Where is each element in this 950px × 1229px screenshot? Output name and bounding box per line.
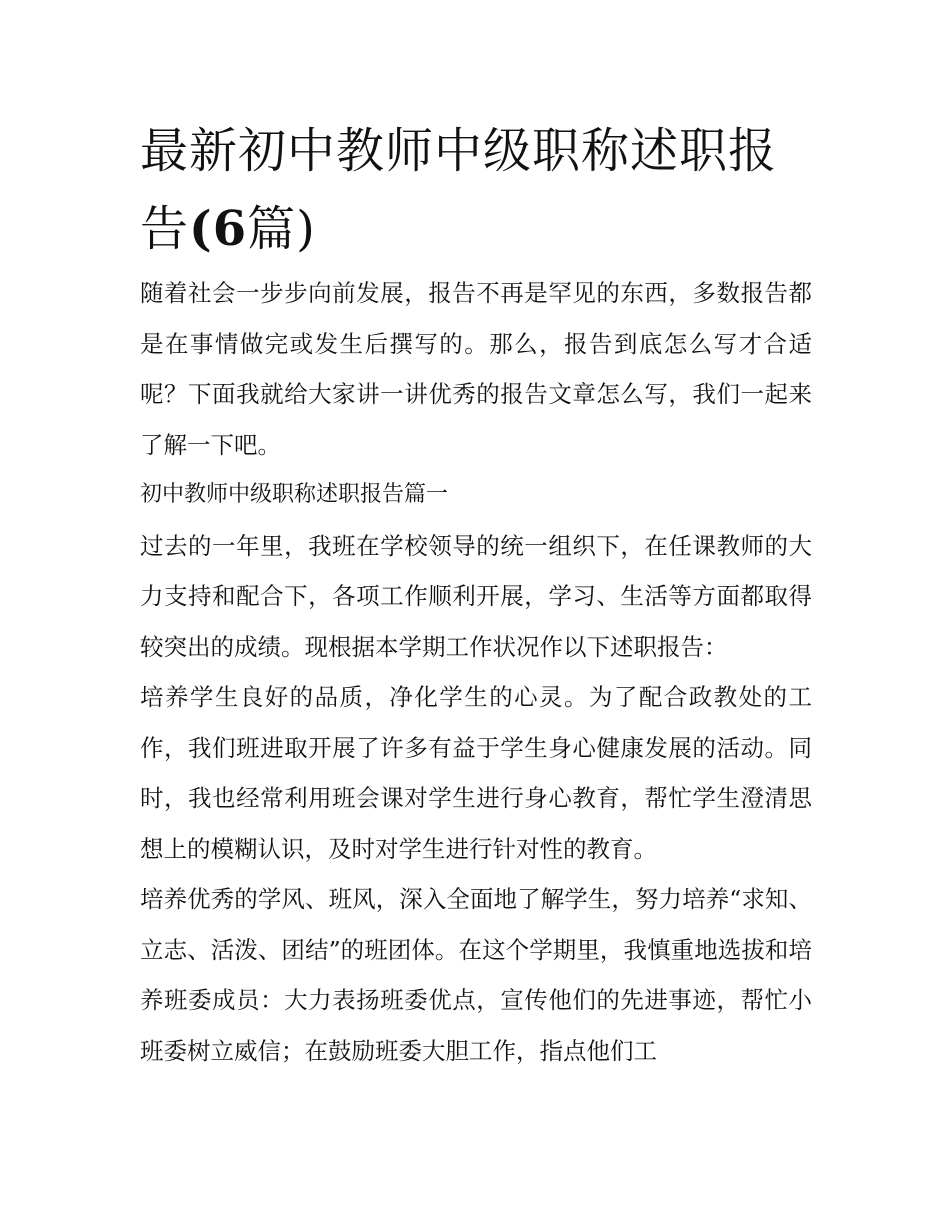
body-paragraph-3: 培养优秀的学风、班风，深入全面地了解学生，努力培养“求知、立志、活泼、团结”的班团体。在这个学期里，我慎重地选拔和培养班委成员：大力表扬班委优点，宣传他们的先进事迹，帮忙小班委树立威信；在鼓励班委大胆工作，指点他们工	[140, 885, 812, 1065]
title-suffix: 篇)	[247, 201, 316, 257]
title-count: (6	[189, 201, 248, 257]
section-heading: 初中教师中级职称述职报告篇一	[140, 482, 449, 507]
document-page	[140, 112, 812, 1076]
body-paragraph-2: 培养学生良好的品质，净化学生的心灵。为了配合政教处的工作，我们班进取开展了许多有益于学生身心健康发展的活动。同时，我也经常利用班会课对学生进行身心教育，帮忙学生澄清思想上的模糊认识，及时对学生进行针对性的教育。	[140, 683, 812, 863]
body-paragraph-1: 过去的一年里，我班在学校领导的统一组织下，在任课教师的大力支持和配合下，各项工作顺利开展，学习、生活等方面都取得较突出的成绩。现根据本学期工作状况作以下述职报告：	[140, 531, 812, 661]
title-text: 最新初中教师中级职称述职报告	[140, 123, 778, 257]
document-title	[140, 112, 812, 268]
intro-paragraph: 随着社会一步步向前发展，报告不再是罕见的东西，多数报告都是在事情做完或发生后撰写的。那么，报告到底怎么写才合适呢？下面我就给大家讲一讲优秀的报告文章怎么写，我们一起来了解一下吧。	[140, 279, 812, 459]
